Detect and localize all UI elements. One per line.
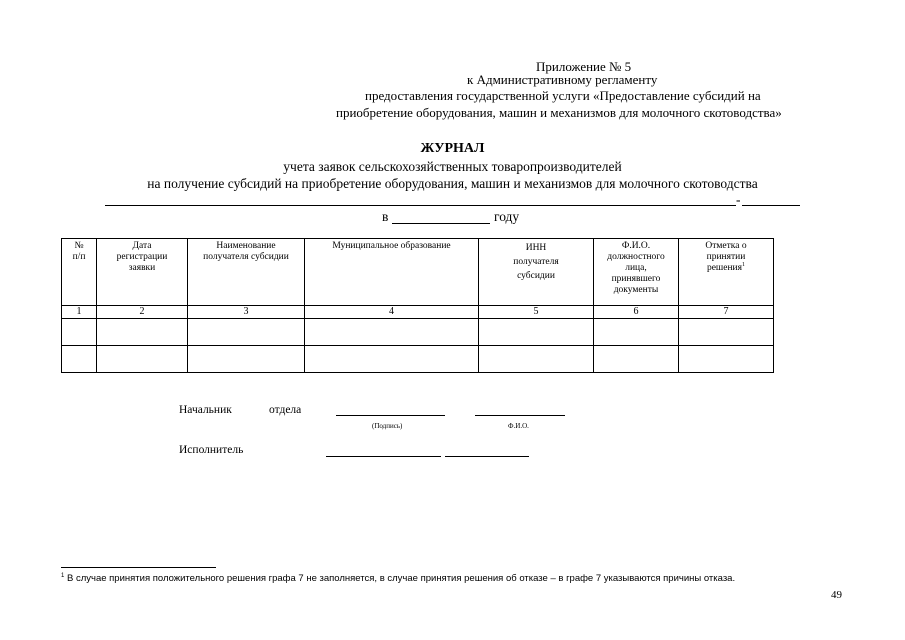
department-label: отдела: [269, 404, 302, 416]
table-row: [62, 319, 774, 346]
column-header-recipient-name: Наименование получателя субсидии: [188, 239, 305, 306]
table-cell: [188, 346, 305, 373]
column-number: 4: [305, 306, 479, 319]
year-prefix: в: [382, 209, 389, 224]
table-header-row: [62, 239, 774, 306]
table-cell: [305, 319, 479, 346]
year-suffix: году: [494, 209, 520, 224]
column-number: 3: [188, 306, 305, 319]
appendix-service-line2: приобретение оборудования, машин и механизмов для молочного скотоводства»: [336, 105, 782, 120]
executor-label: Исполнитель: [179, 444, 244, 456]
recipient-blank-line-tail: [742, 205, 800, 206]
page-number: 49: [831, 589, 842, 601]
appendix-service-line1: предоставления государственной услуги «Предоставление субсидий на: [365, 88, 761, 103]
table-cell: [479, 319, 594, 346]
column-number: 7: [679, 306, 774, 319]
table-cell: [679, 346, 774, 373]
column-number: 5: [479, 306, 594, 319]
table-row: [62, 346, 774, 373]
table-cell: [594, 346, 679, 373]
table-cell: [679, 319, 774, 346]
column-header-registration-date: Дата регистрации заявки: [97, 239, 188, 306]
footnote-reference: 1: [742, 261, 746, 268]
blank-dash: -: [736, 192, 741, 207]
head-signature-line: [336, 415, 445, 416]
head-name-line: [475, 415, 565, 416]
head-label: Начальник: [179, 404, 232, 416]
executor-signature-line: [326, 456, 441, 457]
table-cell: [594, 319, 679, 346]
column-header-municipality: Муниципальное образование: [305, 239, 479, 306]
year-blank-line: [392, 223, 490, 224]
column-header-number: № п/п: [62, 239, 97, 306]
table-cell: [479, 346, 594, 373]
journal-heading: ЖУРНАЛ: [420, 141, 485, 156]
executor-name-line: [445, 456, 529, 457]
column-number: 6: [594, 306, 679, 319]
signature-caption: (Подпись): [372, 422, 403, 430]
journal-subtitle-1: учета заявок сельскохозяйственных товаропроизводителей: [283, 159, 622, 174]
table-cell: [97, 319, 188, 346]
footnote-separator: [61, 567, 216, 568]
column-number: 2: [97, 306, 188, 319]
table-cell: [62, 346, 97, 373]
table-cell: [188, 319, 305, 346]
column-number-row: [62, 306, 774, 319]
column-number: 1: [62, 306, 97, 319]
journal-subtitle-2: на получение субсидий на приобретение оборудования, машин и механизмов для молочного скотоводства: [147, 176, 758, 191]
name-caption: Ф.И.О.: [508, 422, 529, 430]
table-cell: [97, 346, 188, 373]
recipient-blank-line: [105, 205, 736, 206]
appendix-regulation: к Административному регламенту: [467, 72, 658, 87]
footnote-mark: 1: [61, 572, 65, 579]
table-cell: [62, 319, 97, 346]
appendix-number: Приложение № 5: [536, 59, 632, 74]
column-header-inn: ИНН получателя субсидии: [479, 239, 594, 306]
journal-table: [61, 238, 774, 373]
table-cell: [305, 346, 479, 373]
column-header-decision-mark: Отметка о принятии решения$^1$: [679, 239, 774, 306]
column-header-official-name: Ф.И.О. должностного лица, принявшего документы: [594, 239, 679, 306]
footnote: [61, 573, 735, 584]
footnote-text: В случае принятия положительного решения графа 7 не заполняется, в случае принятия решения об отказе – в графе 7 указываются причины отказа.: [66, 573, 736, 584]
